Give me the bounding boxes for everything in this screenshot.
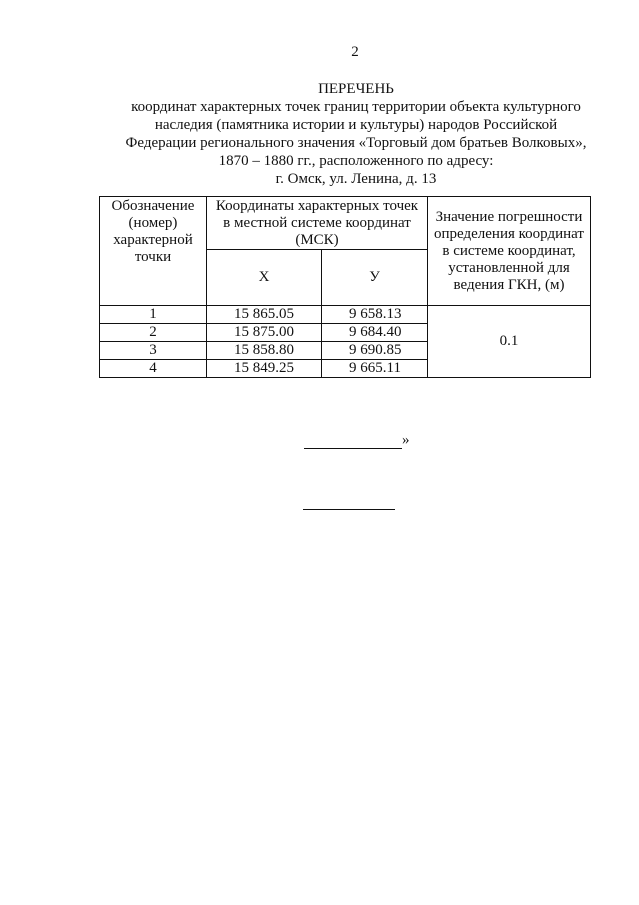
- cell-point: 2: [100, 324, 207, 342]
- cell-error-value: 0.1: [428, 306, 591, 378]
- cell-point: 1: [100, 306, 207, 324]
- cell-x: 15 858.80: [207, 342, 322, 360]
- table-row: [100, 306, 591, 324]
- heading-line-4: 1870 – 1880 гг., расположенного по адресу:: [218, 153, 494, 169]
- heading-line-2: наследия (памятника истории и культуры) народов Российской: [154, 117, 558, 133]
- heading-line-1: координат характерных точек границ территории объекта культурного: [131, 99, 581, 115]
- cell-y: 9 665.11: [322, 360, 428, 378]
- cell-y: 9 690.85: [322, 342, 428, 360]
- document-heading: [100, 80, 612, 188]
- cell-x: 15 849.25: [207, 360, 322, 378]
- closing-quote-mark: »: [402, 432, 410, 448]
- cell-y: 9 684.40: [322, 324, 428, 342]
- header-x: Х: [207, 250, 322, 306]
- blank-underline: [304, 433, 402, 449]
- cell-x: 15 875.00: [207, 324, 322, 342]
- header-point-designation: Обозначение (номер) характерной точки: [100, 197, 207, 306]
- cell-point: 4: [100, 360, 207, 378]
- end-separator-rule: [303, 509, 395, 510]
- heading-title: ПЕРЕЧЕНЬ: [318, 81, 394, 97]
- closing-line: [304, 432, 410, 449]
- header-y: У: [322, 250, 428, 306]
- table-header-row: [100, 197, 591, 250]
- cell-x: 15 865.05: [207, 306, 322, 324]
- page-number: 2: [351, 44, 359, 60]
- header-coordinates: Координаты характерных точек в местной системе координат (МСК): [207, 197, 428, 250]
- header-error: Значение погрешности определения координат в системе координат, установленной для ведения ГКН, (м): [428, 197, 591, 306]
- heading-line-5: г. Омск, ул. Ленина, д. 13: [275, 171, 437, 187]
- cell-point: 3: [100, 342, 207, 360]
- cell-y: 9 658.13: [322, 306, 428, 324]
- heading-line-3: Федерации регионального значения «Торговый дом братьев Волковых»,: [125, 135, 587, 151]
- coordinates-table: [99, 196, 591, 378]
